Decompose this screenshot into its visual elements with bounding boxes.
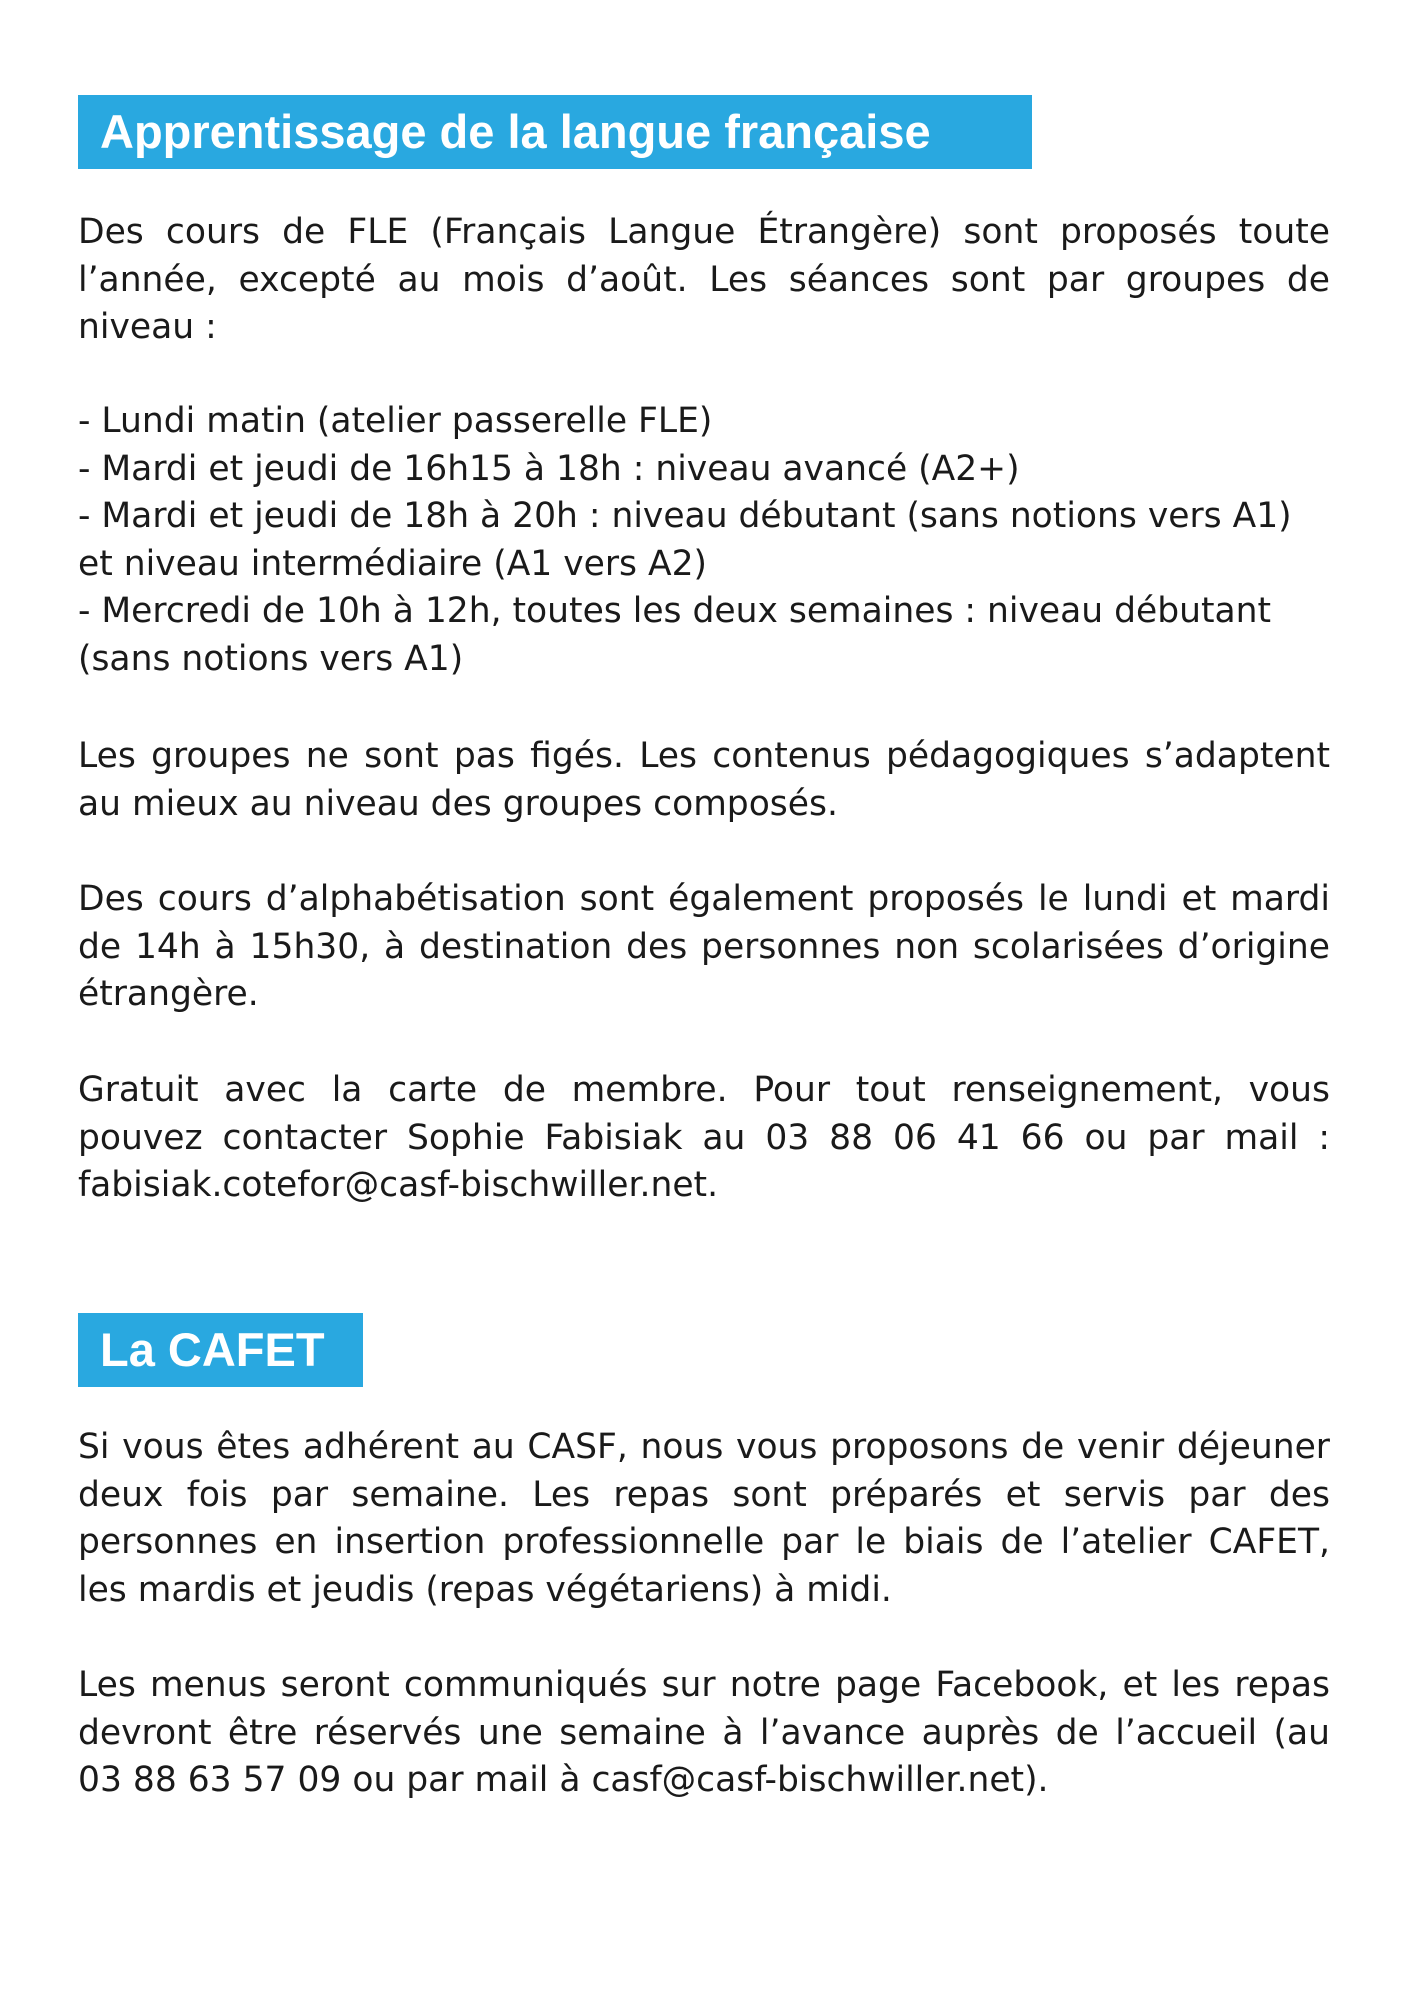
cafet-intro-paragraph — [78, 1424, 1330, 1614]
section-title-cafet: La CAFET — [78, 1313, 363, 1387]
contact-text: Gratuit avec la carte de membre. Pour tout renseignement, vous pouvez contacter Sophie Fabisiak au 03 88 06 41 66 ou par mail : fabisiak.cotefor@casf-bischwiller.net. — [78, 1070, 1330, 1205]
schedule-item-advanced: - Mardi et jeudi de 16h15 à 18h : niveau avancé (A2+) — [78, 448, 1020, 489]
schedule-item-beginner-intermediate: - Mardi et jeudi de 18h à 20h : niveau débutant (sans notions vers A1) et niveau intermédiaire (A1 vers A2) — [78, 496, 1292, 584]
schedule-item-wednesday: - Mercredi de 10h à 12h, toutes les deux semaines : niveau débutant (sans notions vers A1) — [78, 591, 1272, 679]
cafet-menus-text: Les menus seront communiqués sur notre page Facebook, et les repas devront être réservés une semaine à l’avance auprès de l’accueil (au 03 88 63 57 09 ou par mail à casf@casf-bischwiller.net). — [78, 1665, 1330, 1800]
schedule-item-monday: - Lundi matin (atelier passerelle FLE) — [78, 401, 713, 441]
cafet-menus-paragraph — [78, 1662, 1330, 1805]
groups-note-paragraph — [78, 733, 1330, 828]
literacy-text: Des cours d’alphabétisation sont également proposés le lundi et mardi de 14h à 15h30, à destination des personnes non scolarisées d’origine étrangère. — [78, 879, 1330, 1014]
contact-paragraph — [78, 1067, 1330, 1210]
fle-intro-text: Des cours de FLE (Français Langue Étrangère) sont proposés toute l’année, excepté au mois d’août. Les séances sont par groupes de niveau : — [78, 212, 1330, 347]
fle-schedule-list — [78, 398, 1330, 683]
fle-intro-paragraph — [78, 209, 1330, 352]
cafet-intro-text: Si vous êtes adhérent au CASF, nous vous proposons de venir déjeuner deux fois par semaine. Les repas sont préparés et servis par des personnes en insertion professionnelle par le biais de l’atelier CAFET, les mardis et jeudis (repas végétariens) à midi. — [78, 1427, 1330, 1610]
literacy-paragraph — [78, 876, 1330, 1019]
section-title-french-learning: Apprentissage de la langue française — [78, 95, 1032, 169]
groups-note-text: Les groupes ne sont pas figés. Les contenus pédagogiques s’adaptent au mieux au niveau des groupes composés. — [78, 736, 1330, 824]
